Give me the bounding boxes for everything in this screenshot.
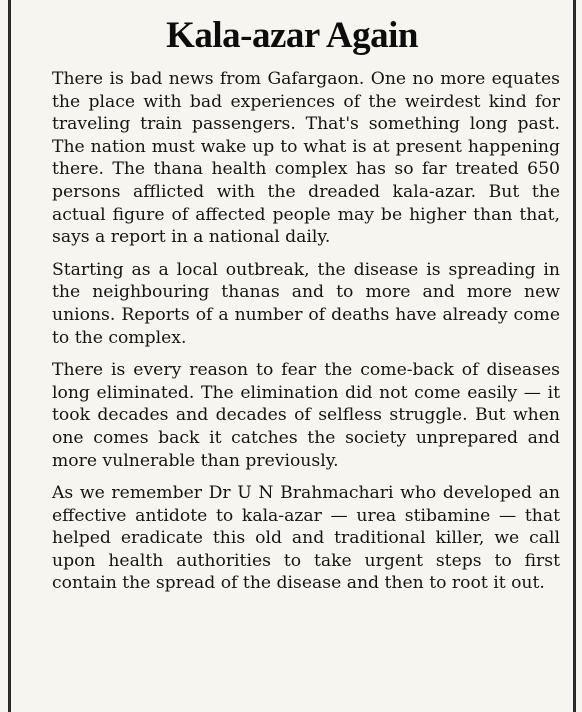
column-rule-right	[573, 0, 576, 712]
article-paragraph-4: As we remember Dr U N Brahmachari who developed an effective antidote to kala-azar — urea stibamine — that helped eradicate this old and traditional killer, we call upon health authorities to take urgent steps to first contain the spread of the disease and then to root it out.	[52, 483, 560, 594]
article-paragraph-1: There is bad news from Gafargaon. One no more equates the place with bad experiences of the weirdest kind for traveling train passengers. That's something long past. The nation must wake up to what is at present happening there. The thana health complex has so far treated 650 persons afflicted with the dreaded kala-azar. But the actual figure of affected people may be higher than that, says a report in a national daily.	[52, 69, 560, 248]
article-headline: Kala-azar Again	[166, 15, 418, 56]
column-rule-left	[8, 0, 11, 712]
article-paragraph-2: Starting as a local outbreak, the disease is spreading in the neighbouring thanas and to more and more new unions. Reports of a number of deaths have already come to the complex.	[52, 259, 560, 348]
article-paragraph-3: There is every reason to fear the come-back of diseases long eliminated. The elimination did not come easily — it took decades and decades of selfless struggle. But when one comes back it catches the society unprepared and more vulnerable than previously.	[52, 360, 560, 471]
article-body	[52, 68, 560, 605]
